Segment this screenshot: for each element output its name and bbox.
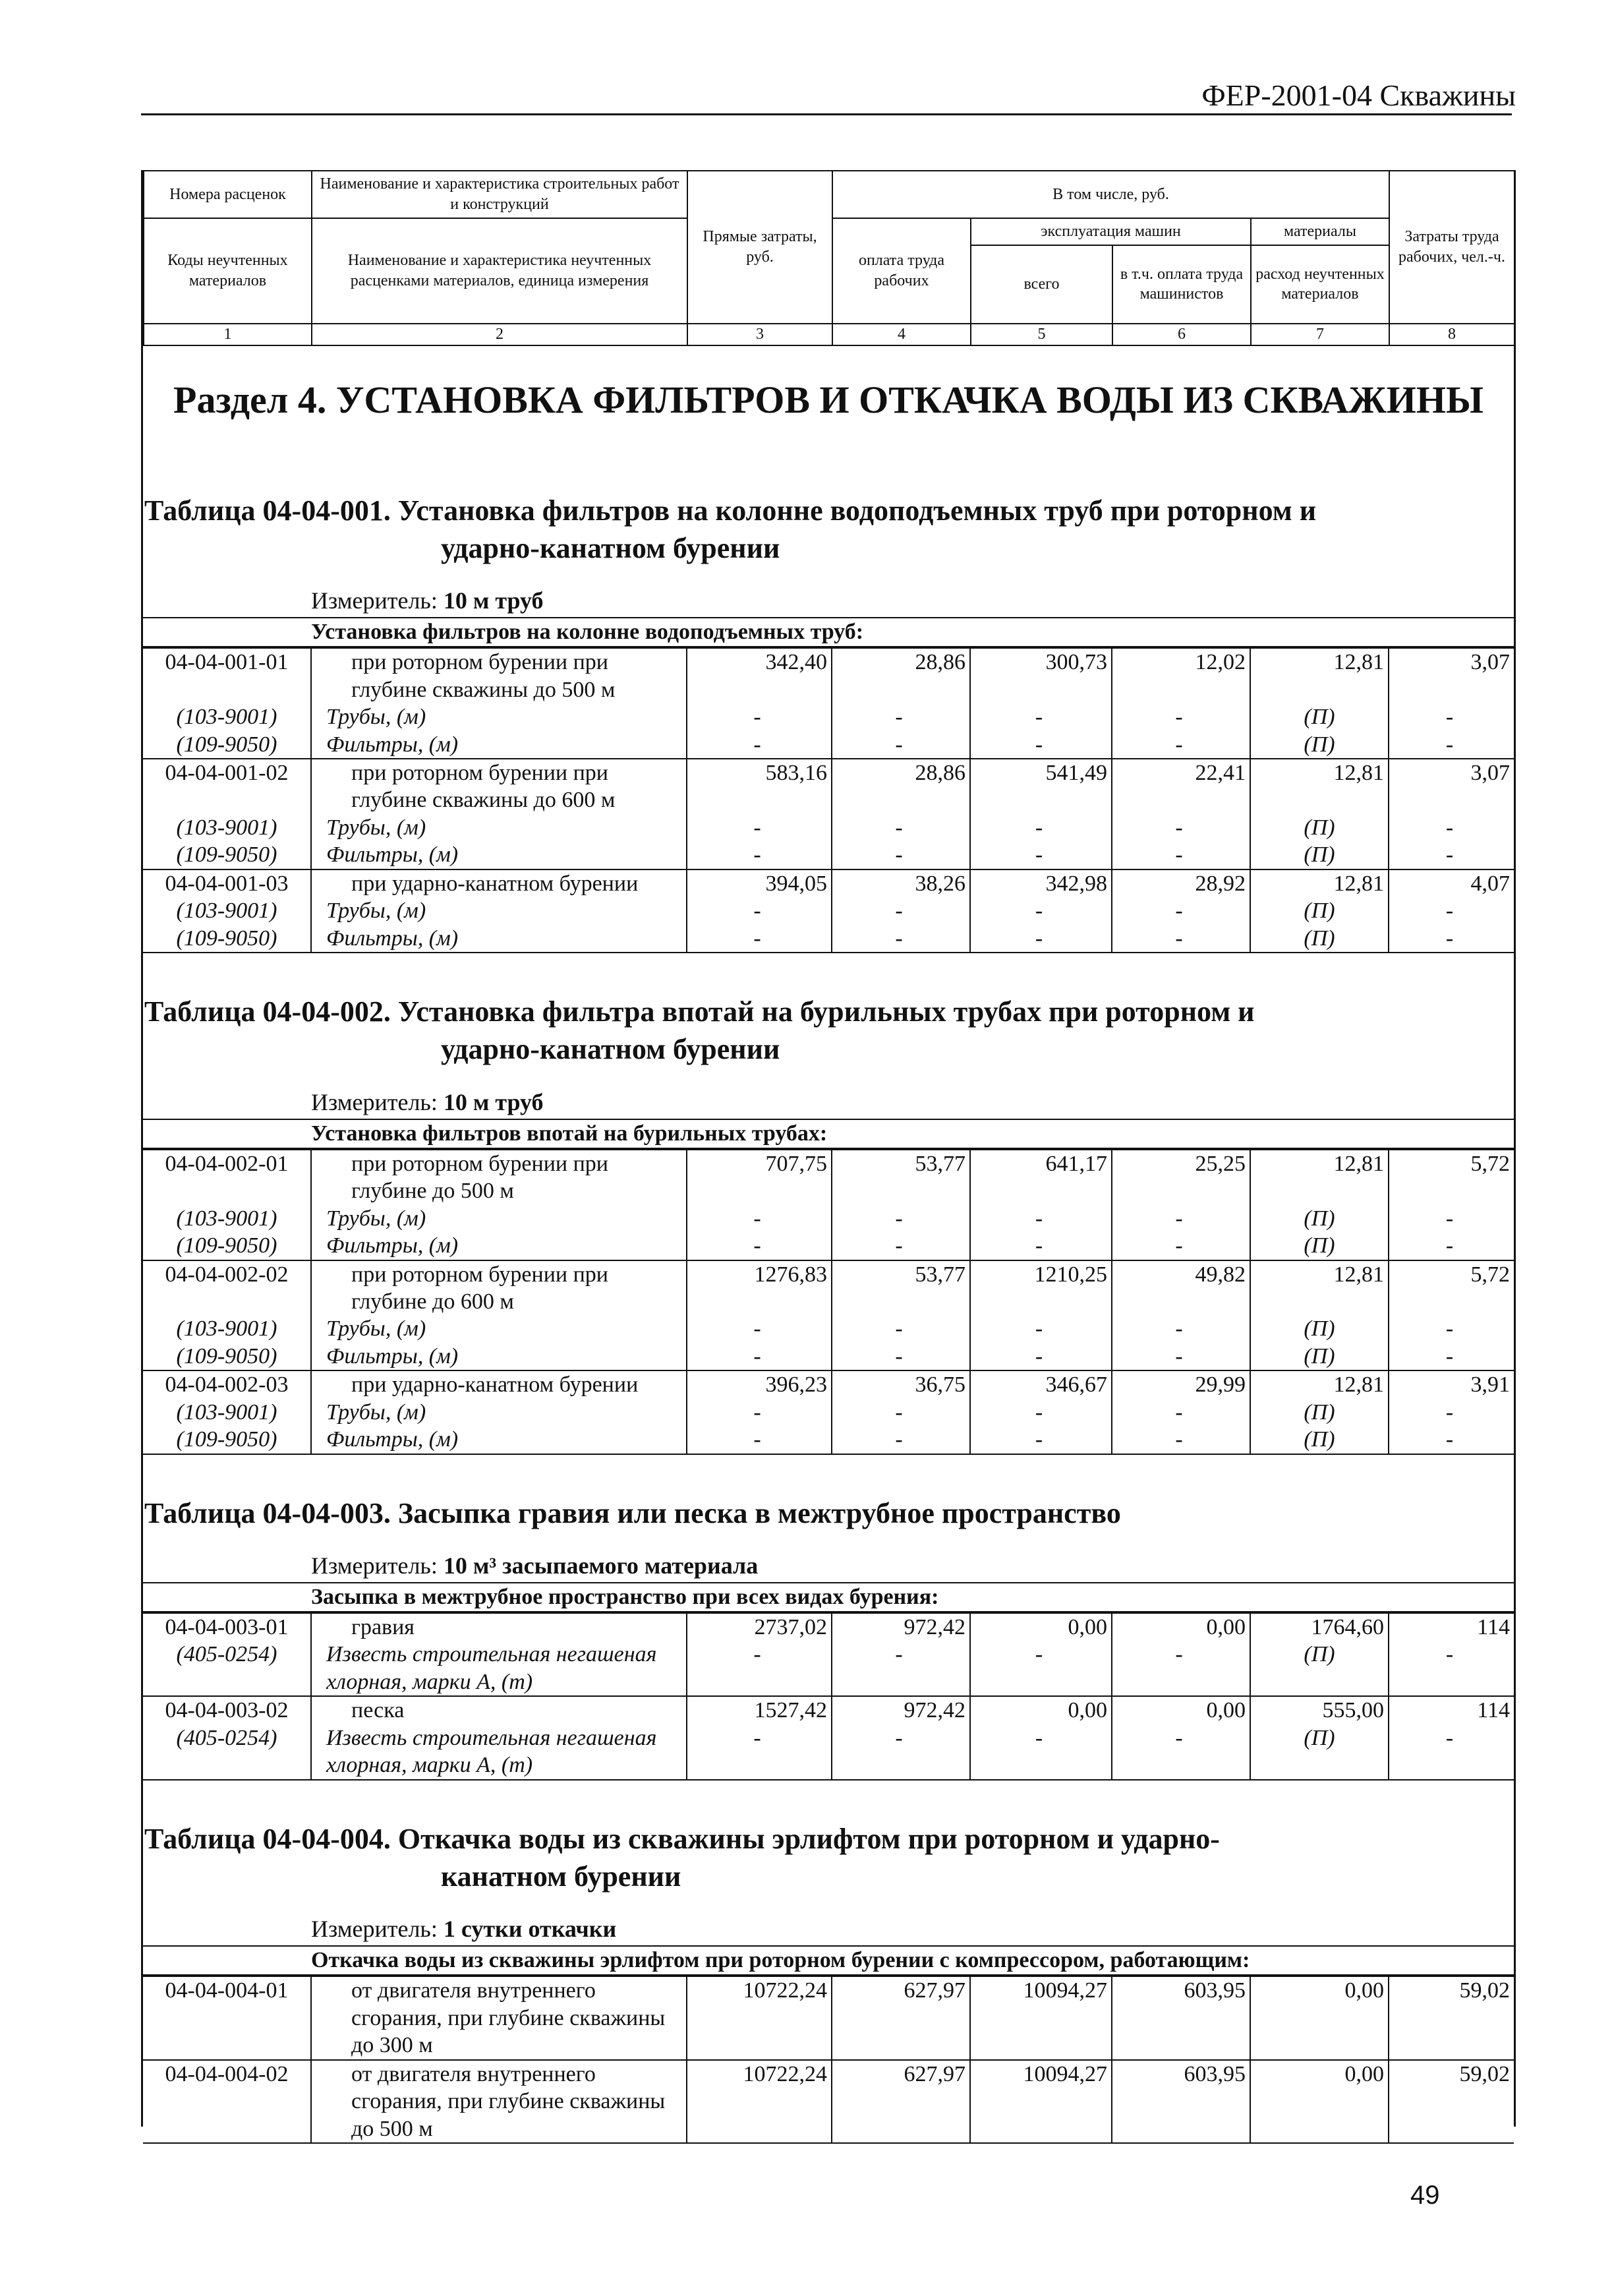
cell-c8: - bbox=[1389, 1343, 1514, 1370]
cell-name: Фильтры, (м) bbox=[311, 1232, 687, 1260]
cell-c8: - bbox=[1389, 841, 1514, 869]
cell-c8: - bbox=[1445, 1316, 1454, 1341]
cell-code: 04-04-001-01 bbox=[143, 648, 311, 703]
cell-name: песка bbox=[311, 1696, 687, 1724]
cell-code: 04-04-003-01 bbox=[143, 1613, 311, 1641]
cell-c5: 342,98 bbox=[970, 869, 1112, 897]
cell-c5: - bbox=[970, 1426, 1112, 1454]
cell-c5: - bbox=[970, 703, 1112, 730]
cell-c7: (П) bbox=[1250, 731, 1389, 759]
cell-code: 04-04-002-03 bbox=[143, 1370, 311, 1398]
cell-c6: - bbox=[1112, 1724, 1250, 1780]
cell-code: 04-04-001-02 bbox=[143, 759, 311, 814]
cell-c8: - bbox=[1445, 815, 1454, 840]
cell-c6: 603,95 bbox=[1112, 1976, 1250, 2059]
material-row bbox=[143, 1205, 1514, 1232]
cell-c3: - bbox=[687, 731, 832, 759]
cell-name: при ударно-канатном бурении bbox=[311, 869, 687, 897]
material-row bbox=[143, 731, 1514, 759]
table-title-line2: ударно-канатном бурении bbox=[441, 531, 780, 564]
cell-c5: - bbox=[970, 1399, 1112, 1426]
cell-c6: 0,00 bbox=[1112, 1696, 1250, 1724]
cell-c7: 12,81 bbox=[1250, 759, 1389, 814]
table-meter bbox=[143, 1069, 1514, 1120]
rate-row bbox=[143, 1260, 1514, 1316]
cell-c5: - bbox=[970, 814, 1112, 841]
table-subheader: Засыпка в межтрубное пространство при всех видах бурения: bbox=[143, 1583, 1514, 1612]
cell-c3: 583,16 bbox=[687, 759, 832, 814]
cell-c3: - bbox=[687, 841, 832, 869]
cell-c4: - bbox=[832, 841, 970, 869]
cell-c4: 36,75 bbox=[832, 1370, 970, 1398]
cell-c6: - bbox=[1112, 1343, 1250, 1370]
cell-c4: - bbox=[832, 1343, 970, 1370]
cell-c3: - bbox=[687, 925, 832, 953]
cell-name: Известь строительная негашеная хлорная, марки А, (т) bbox=[311, 1724, 687, 1780]
cell-code: 04-04-002-01 bbox=[143, 1150, 311, 1205]
cell-name: при роторном бурении при глубине скважины до 600 м bbox=[311, 759, 687, 814]
cell-c4: - bbox=[832, 1315, 970, 1342]
cell-c8: - bbox=[1445, 1399, 1454, 1425]
cell-code: (103-9001) bbox=[143, 703, 311, 730]
cell-name: Трубы, (м) bbox=[311, 897, 687, 924]
cell-c6: 29,99 bbox=[1112, 1370, 1250, 1398]
cell-code: 04-04-002-02 bbox=[143, 1260, 311, 1316]
cell-c4: - bbox=[832, 1205, 970, 1232]
cell-c5: 1210,25 bbox=[970, 1260, 1112, 1316]
header-material-use: расход неучтенных материалов bbox=[1251, 245, 1389, 324]
cell-code: (109-9050) bbox=[143, 925, 311, 953]
cell-c7: 0,00 bbox=[1250, 1976, 1389, 2059]
cell-c6: - bbox=[1112, 1426, 1250, 1454]
rate-row bbox=[143, 1613, 1514, 1641]
header-labor: Затраты труда рабочих, чел.-ч. bbox=[1389, 171, 1514, 324]
cell-c3: - bbox=[687, 1724, 832, 1780]
cell-c7: (П) bbox=[1250, 1399, 1389, 1426]
page-number: 49 bbox=[1410, 2181, 1440, 2210]
cell-c6: - bbox=[1112, 1641, 1250, 1696]
cell-c8: - bbox=[1445, 705, 1454, 730]
cell-c5: 10094,27 bbox=[970, 1976, 1112, 2059]
cell-name: от двигателя внутреннего сгорания, при глубине скважины до 500 м bbox=[311, 2060, 687, 2143]
table-title-line1: Таблица 04-04-004. Откачка воды из скважины эрлифтом при роторном и ударно- bbox=[144, 1822, 1220, 1855]
cell-c5: - bbox=[970, 1343, 1112, 1370]
cell-c5: 10094,27 bbox=[970, 2060, 1112, 2143]
cell-c3: - bbox=[687, 703, 832, 730]
rate-row bbox=[143, 1696, 1514, 1724]
cell-c6: - bbox=[1112, 1232, 1250, 1260]
cell-name: гравия bbox=[311, 1613, 687, 1641]
cell-c7: (П) bbox=[1250, 1343, 1389, 1370]
material-row bbox=[143, 1641, 1514, 1696]
table-title-line1: Таблица 04-04-001. Установка фильтров на колонне водоподъемных труб при роторном и bbox=[144, 494, 1317, 527]
meter-label: Измеритель: bbox=[311, 1552, 438, 1579]
cell-c4: 28,86 bbox=[832, 759, 970, 814]
cell-name: от двигателя внутреннего сгорания, при глубине скважины до 300 м bbox=[311, 1976, 687, 2059]
cell-c6: 12,02 bbox=[1112, 648, 1250, 703]
column-number: 6 bbox=[1112, 324, 1251, 345]
cell-c8: - bbox=[1389, 925, 1514, 953]
cell-c7: (П) bbox=[1250, 1315, 1389, 1342]
cell-code: (103-9001) bbox=[143, 897, 311, 924]
cell-code: (109-9050) bbox=[143, 1343, 311, 1370]
cell-c5: - bbox=[970, 925, 1112, 953]
rate-row bbox=[143, 648, 1514, 703]
cell-c8: 3,07 bbox=[1389, 648, 1514, 703]
column-number: 7 bbox=[1251, 324, 1389, 345]
cell-code: (109-9050) bbox=[143, 1232, 311, 1260]
material-row bbox=[143, 925, 1514, 953]
table-meter bbox=[143, 1895, 1514, 1947]
column-number: 5 bbox=[971, 324, 1112, 345]
header-operator-wages: в т.ч. оплата труда машинистов bbox=[1112, 245, 1251, 324]
header-machines: эксплуатация машин bbox=[971, 218, 1251, 245]
meter-value: 10 м³ засыпаемого материала bbox=[443, 1552, 759, 1579]
cell-c7: (П) bbox=[1250, 1232, 1389, 1260]
header-codes: Номера расценок bbox=[144, 171, 312, 218]
cell-c3: - bbox=[687, 1641, 832, 1696]
material-row bbox=[143, 841, 1514, 869]
rate-table bbox=[143, 1612, 1514, 1781]
meter-value: 10 м труб bbox=[443, 1088, 544, 1115]
meter-value: 1 сутки откачки bbox=[443, 1916, 617, 1943]
cell-c4: - bbox=[832, 703, 970, 730]
cell-c3: 10722,24 bbox=[687, 2060, 832, 2143]
cell-c6: 28,92 bbox=[1112, 869, 1250, 897]
cell-c6: - bbox=[1112, 703, 1250, 730]
column-numbers bbox=[144, 324, 1514, 345]
table-title bbox=[143, 1455, 1514, 1532]
cell-c3: - bbox=[687, 1205, 832, 1232]
cell-c4: 972,42 bbox=[832, 1613, 970, 1641]
cell-name: Трубы, (м) bbox=[311, 703, 687, 730]
cell-c5: - bbox=[970, 897, 1112, 924]
cell-c5: - bbox=[970, 841, 1112, 869]
cell-c7: 0,00 bbox=[1250, 2060, 1389, 2143]
cell-code: 04-04-004-01 bbox=[143, 1976, 311, 2059]
cell-c3: - bbox=[687, 1343, 832, 1370]
cell-c3: 1276,83 bbox=[687, 1260, 832, 1316]
cell-c7: (П) bbox=[1250, 925, 1389, 953]
material-row bbox=[143, 1399, 1514, 1426]
cell-c5: - bbox=[970, 1315, 1112, 1342]
cell-c7: (П) bbox=[1250, 703, 1389, 730]
cell-code: (109-9050) bbox=[143, 1426, 311, 1454]
cell-c8: 114 bbox=[1389, 1613, 1514, 1641]
material-row bbox=[143, 1315, 1514, 1342]
cell-c6: - bbox=[1112, 814, 1250, 841]
cell-c4: - bbox=[832, 897, 970, 924]
cell-c3: 1527,42 bbox=[687, 1696, 832, 1724]
cell-c4: 53,77 bbox=[832, 1260, 970, 1316]
cell-c5: - bbox=[970, 1232, 1112, 1260]
cell-c3: - bbox=[687, 1315, 832, 1342]
cell-c6: - bbox=[1112, 925, 1250, 953]
cell-name: при роторном бурении при глубине скважины до 500 м bbox=[311, 648, 687, 703]
cell-c3: - bbox=[687, 1426, 832, 1454]
cell-c4: - bbox=[832, 731, 970, 759]
cell-code: (405-0254) bbox=[143, 1724, 311, 1780]
cell-c7: 12,81 bbox=[1250, 869, 1389, 897]
cell-name: Фильтры, (м) bbox=[311, 925, 687, 953]
header-including: В том числе, руб. bbox=[832, 171, 1389, 218]
cell-c8: 114 bbox=[1389, 1696, 1514, 1724]
cell-c5: - bbox=[970, 731, 1112, 759]
cell-c6: 49,82 bbox=[1112, 1260, 1250, 1316]
cell-code: (405-0254) bbox=[143, 1641, 311, 1696]
cell-code: 04-04-003-02 bbox=[143, 1696, 311, 1724]
table-title-line1: Таблица 04-04-002. Установка фильтра впотай на бурильных трубах при роторном и bbox=[144, 995, 1255, 1028]
table-title-line2: канатном бурении bbox=[441, 1860, 681, 1893]
header-rule bbox=[141, 113, 1512, 115]
cell-c7: 12,81 bbox=[1250, 1260, 1389, 1316]
header-materials: материалы bbox=[1251, 218, 1389, 245]
table-title bbox=[143, 452, 1514, 567]
cell-c3: 396,23 bbox=[687, 1370, 832, 1398]
cell-c3: 394,05 bbox=[687, 869, 832, 897]
column-number: 2 bbox=[312, 324, 687, 345]
cell-c7: (П) bbox=[1250, 897, 1389, 924]
table-meter bbox=[143, 567, 1514, 618]
cell-c6: 22,41 bbox=[1112, 759, 1250, 814]
material-row bbox=[143, 703, 1514, 730]
column-number: 1 bbox=[144, 324, 312, 345]
cell-c6: - bbox=[1112, 1205, 1250, 1232]
material-row bbox=[143, 1232, 1514, 1260]
cell-name: Фильтры, (м) bbox=[311, 1343, 687, 1370]
cell-c4: 627,97 bbox=[832, 1976, 970, 2059]
cell-code: (103-9001) bbox=[143, 1315, 311, 1342]
cell-c4: - bbox=[832, 1426, 970, 1454]
table-title bbox=[143, 1781, 1514, 1895]
cell-c8: - bbox=[1389, 1724, 1514, 1780]
cell-c8: - bbox=[1445, 1206, 1454, 1231]
meter-label: Измеритель: bbox=[311, 1916, 438, 1943]
cell-c7: (П) bbox=[1250, 1426, 1389, 1454]
table-title-line1: Таблица 04-04-003. Засыпка гравия или песка в межтрубное пространство bbox=[144, 1496, 1121, 1529]
cell-c3: 707,75 bbox=[687, 1150, 832, 1205]
cell-name: Известь строительная негашеная хлорная, марки А, (т) bbox=[311, 1641, 687, 1696]
material-row bbox=[143, 897, 1514, 924]
cell-c5: 346,67 bbox=[970, 1370, 1112, 1398]
rate-row bbox=[143, 1370, 1514, 1398]
cell-c8: 5,72 bbox=[1389, 1150, 1514, 1205]
cell-c6: - bbox=[1112, 1399, 1250, 1426]
cell-c3: - bbox=[687, 814, 832, 841]
cell-c4: - bbox=[832, 1724, 970, 1780]
rate-row bbox=[143, 1150, 1514, 1205]
cell-c4: - bbox=[832, 1232, 970, 1260]
cell-c8: 59,02 bbox=[1389, 1976, 1514, 2059]
cell-c3: 10722,24 bbox=[687, 1976, 832, 2059]
material-row bbox=[143, 1724, 1514, 1780]
cell-c8: - bbox=[1389, 1426, 1514, 1454]
cell-c4: - bbox=[832, 814, 970, 841]
meter-label: Измеритель: bbox=[311, 1088, 438, 1115]
table-title bbox=[143, 953, 1514, 1068]
cell-c7: (П) bbox=[1250, 1724, 1389, 1780]
cell-c4: 627,97 bbox=[832, 2060, 970, 2143]
header-direct-costs: Прямые затраты, руб. bbox=[687, 171, 832, 324]
column-number: 4 bbox=[832, 324, 971, 345]
cell-c8: 5,72 bbox=[1389, 1260, 1514, 1316]
cell-c8: - bbox=[1389, 1641, 1514, 1696]
cell-c6: - bbox=[1112, 897, 1250, 924]
cell-name: Трубы, (м) bbox=[311, 1315, 687, 1342]
cell-name: при роторном бурении при глубине до 500 м bbox=[311, 1150, 687, 1205]
header-name: Наименование и характеристика строительных работ и конструкций bbox=[312, 171, 687, 218]
cell-name: Фильтры, (м) bbox=[311, 1426, 687, 1454]
cell-c5: 0,00 bbox=[970, 1613, 1112, 1641]
cell-c6: - bbox=[1112, 841, 1250, 869]
cell-c7: 12,81 bbox=[1250, 1150, 1389, 1205]
column-header-table bbox=[143, 170, 1515, 346]
table-subheader: Установка фильтров впотай на бурильных трубах: bbox=[143, 1120, 1514, 1149]
cell-c4: 38,26 bbox=[832, 869, 970, 897]
header-material-names: Наименование и характеристика неучтенных расценками материалов, единица измерения bbox=[312, 218, 687, 324]
meter-value: 10 м труб bbox=[443, 587, 544, 614]
cell-c4: - bbox=[832, 1641, 970, 1696]
cell-c8: - bbox=[1445, 898, 1454, 924]
rate-row bbox=[143, 759, 1514, 814]
cell-c3: - bbox=[687, 897, 832, 924]
cell-code: (103-9001) bbox=[143, 1399, 311, 1426]
rate-table bbox=[143, 1149, 1514, 1455]
cell-c3: 2737,02 bbox=[687, 1613, 832, 1641]
cell-name: Трубы, (м) bbox=[311, 814, 687, 841]
cell-c4: - bbox=[832, 925, 970, 953]
header-total: всего bbox=[971, 245, 1112, 324]
cell-c6: - bbox=[1112, 1315, 1250, 1342]
cell-c7: 555,00 bbox=[1250, 1696, 1389, 1724]
cell-c8: 4,07 bbox=[1389, 869, 1514, 897]
table-subheader: Установка фильтров на колонне водоподъемных труб: bbox=[143, 618, 1514, 647]
cell-name: Трубы, (м) bbox=[311, 1399, 687, 1426]
cell-code: (109-9050) bbox=[143, 841, 311, 869]
rate-table bbox=[143, 647, 1514, 953]
cell-c3: - bbox=[687, 1399, 832, 1426]
cell-c6: 0,00 bbox=[1112, 1613, 1250, 1641]
cell-c7: 12,81 bbox=[1250, 1370, 1389, 1398]
cell-c6: - bbox=[1112, 731, 1250, 759]
document-body bbox=[141, 170, 1516, 2141]
table-title-line2: ударно-канатном бурении bbox=[441, 1033, 780, 1066]
cell-c8: - bbox=[1389, 731, 1514, 759]
cell-code: 04-04-001-03 bbox=[143, 869, 311, 897]
material-row bbox=[143, 1343, 1514, 1370]
cell-c6: 603,95 bbox=[1112, 2060, 1250, 2143]
cell-c5: 541,49 bbox=[970, 759, 1112, 814]
cell-c7: 12,81 bbox=[1250, 648, 1389, 703]
column-number: 8 bbox=[1389, 324, 1514, 345]
column-number: 3 bbox=[687, 324, 832, 345]
cell-c7: 1764,60 bbox=[1250, 1613, 1389, 1641]
cell-c5: 641,17 bbox=[970, 1150, 1112, 1205]
cell-name: Фильтры, (м) bbox=[311, 731, 687, 759]
cell-c5: - bbox=[970, 1205, 1112, 1232]
cell-c7: (П) bbox=[1250, 814, 1389, 841]
cell-c4: 53,77 bbox=[832, 1150, 970, 1205]
cell-c8: - bbox=[1389, 1232, 1514, 1260]
cell-c4: 28,86 bbox=[832, 648, 970, 703]
rate-table bbox=[143, 1976, 1514, 2144]
cell-code: (109-9050) bbox=[143, 731, 311, 759]
cell-name: Фильтры, (м) bbox=[311, 841, 687, 869]
rate-tables bbox=[143, 452, 1514, 2144]
rate-row bbox=[143, 869, 1514, 897]
cell-c7: (П) bbox=[1250, 841, 1389, 869]
rate-row bbox=[143, 1976, 1514, 2059]
table-meter bbox=[143, 1532, 1514, 1583]
cell-c5: 300,73 bbox=[970, 648, 1112, 703]
running-header: ФЕР-2001-04 Скважины bbox=[1201, 78, 1516, 112]
cell-c5: - bbox=[970, 1641, 1112, 1696]
cell-c5: 0,00 bbox=[970, 1696, 1112, 1724]
header-wages: оплата труда рабочих bbox=[832, 218, 971, 324]
header-material-codes: Коды неучтенных материалов bbox=[144, 218, 312, 324]
meter-label: Измеритель: bbox=[311, 587, 438, 614]
cell-c8: 3,07 bbox=[1389, 759, 1514, 814]
cell-c5: - bbox=[970, 1724, 1112, 1780]
cell-name: при роторном бурении при глубине до 600 м bbox=[311, 1260, 687, 1316]
cell-c4: - bbox=[832, 1399, 970, 1426]
cell-c4: 972,42 bbox=[832, 1696, 970, 1724]
material-row bbox=[143, 814, 1514, 841]
material-row bbox=[143, 1426, 1514, 1454]
cell-c8: 3,91 bbox=[1389, 1370, 1514, 1398]
cell-c3: 342,40 bbox=[687, 648, 832, 703]
cell-code: (103-9001) bbox=[143, 814, 311, 841]
cell-code: 04-04-004-02 bbox=[143, 2060, 311, 2143]
table-subheader: Откачка воды из скважины эрлифтом при роторном бурении с компрессором, работающим: bbox=[143, 1947, 1514, 1976]
section-title: Раздел 4. УСТАНОВКА ФИЛЬТРОВ И ОТКАЧКА ВОДЫ ИЗ СКВАЖИНЫ bbox=[173, 378, 1483, 421]
cell-c7: (П) bbox=[1250, 1641, 1389, 1696]
rate-row bbox=[143, 2060, 1514, 2143]
cell-c8: 59,02 bbox=[1389, 2060, 1514, 2143]
cell-c3: - bbox=[687, 1232, 832, 1260]
cell-c6: 25,25 bbox=[1112, 1150, 1250, 1205]
cell-name: Трубы, (м) bbox=[311, 1205, 687, 1232]
cell-code: (103-9001) bbox=[143, 1205, 311, 1232]
cell-c7: (П) bbox=[1250, 1205, 1389, 1232]
cell-name: при ударно-канатном бурении bbox=[311, 1370, 687, 1398]
